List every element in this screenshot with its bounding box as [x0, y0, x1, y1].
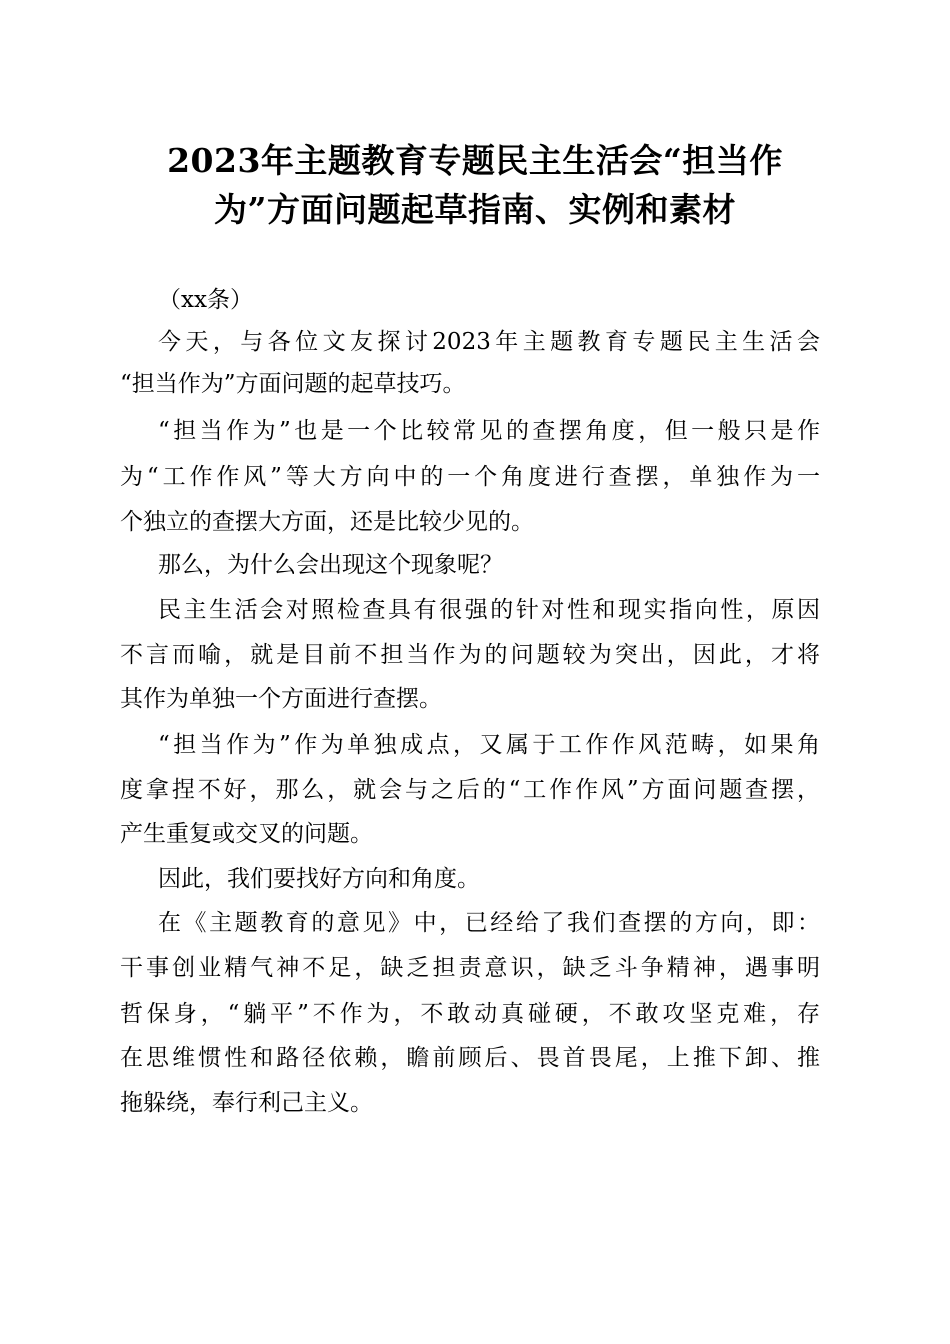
body-line: 不言而喻，就是目前不担当作为的问题较为突出，因此，才将	[120, 642, 820, 668]
body-line: 今天，与各位文友探讨2023年主题教育专题民主生活会	[158, 329, 820, 355]
body-line: 在《主题教育的意见》中，已经给了我们查摆的方向，即：	[158, 910, 820, 936]
body-line: 干事创业精气神不足，缺乏担责意识，缺乏斗争精神，遇事明	[120, 955, 820, 981]
body-line: 拖躲绕，奉行利己主义。	[120, 1090, 373, 1116]
document-title-line-1: 2023年主题教育专题民主生活会“担当作	[167, 141, 783, 180]
body-line: 产生重复或交叉的问题。	[120, 821, 373, 847]
body-line: “担当作为”作为单独成点，又属于工作作风范畴，如果角	[158, 732, 820, 758]
body-line: 那么，为什么会出现这个现象呢？	[158, 552, 503, 578]
body-line: “担当作为”方面问题的起草技巧。	[120, 371, 466, 397]
body-line: 在思维惯性和路径依赖，瞻前顾后、畏首畏尾，上推下卸、推	[120, 1045, 820, 1071]
body-line: 民主生活会对照检查具有很强的针对性和现实指向性，原因	[158, 597, 820, 623]
body-line: “担当作为”也是一个比较常见的查摆角度，但一般只是作	[158, 418, 820, 444]
body-line: 个独立的查摆大方面，还是比较少见的。	[120, 509, 534, 535]
body-line: 度拿捏不好，那么，就会与之后的“工作作风”方面问题查摆，	[120, 777, 820, 803]
body-line: 其作为单独一个方面进行查摆。	[120, 686, 442, 712]
body-line: 为“工作作风”等大方向中的一个角度进行查摆，单独作为一	[120, 464, 820, 490]
count-note: （xx条）	[158, 287, 253, 313]
document-title-line-2: 为”方面问题起草指南、实例和素材	[214, 190, 736, 229]
body-line: 因此，我们要找好方向和角度。	[158, 866, 480, 892]
body-line: 哲保身，“躺平”不作为，不敢动真碰硬，不敢攻坚克难，存	[120, 1001, 820, 1027]
